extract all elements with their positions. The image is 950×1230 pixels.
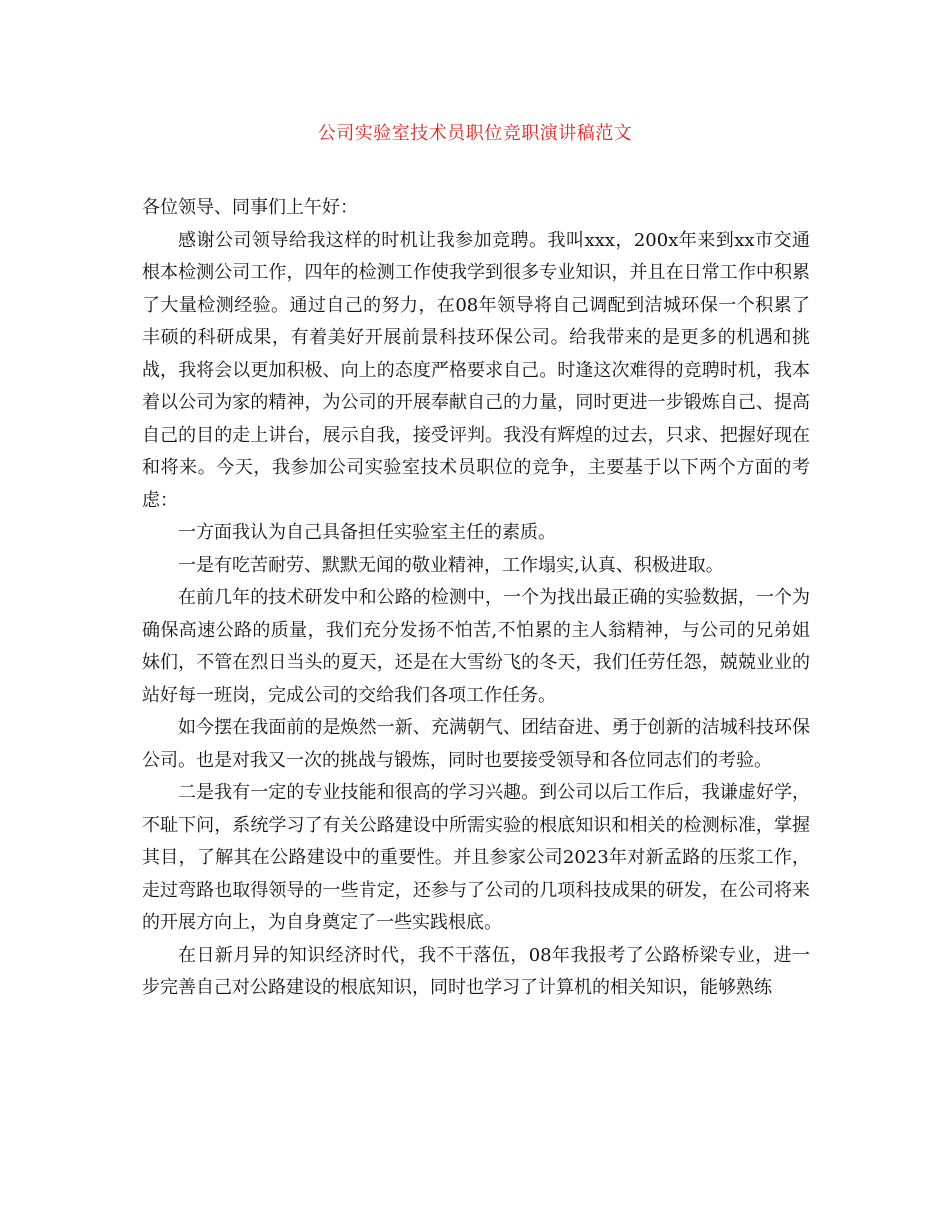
paragraph-intro: 感谢公司领导给我这样的时机让我参加竞聘。我叫xxx，200x年来到xx市交通根本检测公司工作，四年的检测工作使我学到很多专业知识，并且在日常工作中积累了大量检测经验。通过自己的努力，在08年领导将自己调配到洁城环保一个积累了丰硕的科研成果，有着美好开展前景科技环保公司。给我带来的是更多的机遇和挑战，我将会以更加积极、向上的态度严格要求自己。时逢这次难得的竞聘时机，我本着以公司为家的精神，为公司的开展奉献自己的力量，同时更进一步锻炼自己、提高自己的目的走上讲台，展示自我，接受评判。我没有辉煌的过去，只求、把握好现在和将来。今天，我参加公司实验室技术员职位的竞争，主要基于以下两个方面的考虑： [142,229,810,511]
document-body [142,192,810,1005]
paragraph-research-work: 在前几年的技术研发中和公路的检测中，一个为找出最正确的实验数据，一个为确保高速公路的质量，我们充分发扬不怕苦,不怕累的主人翁精神，与公司的兄弟姐妹们，不管在烈日当头的夏天，还是在大雪纷飞的冬天，我们任劳任怨，兢兢业业的站好每一班岗，完成公司的交给我们各项工作任务。 [142,587,810,706]
paragraph-point-one: 一是有吃苦耐劳、默默无闻的敬业精神，工作塌实,认真、积极进取。 [178,554,724,576]
paragraph-aspect-one: 一方面我认为自己具备担任实验室主任的素质。 [178,522,556,543]
document-title: 公司实验室技术员职位竞职演讲稿范文 [317,123,633,144]
paragraph-point-two: 二是我有一定的专业技能和很高的学习兴趣。到公司以后工作后，我谦虚好学，不耻下问，系统学习了有关公路建设中所需实验的根底知识和相关的检测标准，掌握其目，了解其在公路建设中的重要性。并且参家公司2023年对新孟路的压浆工作，走过弯路也取得领导的一些肯定，还参与了公司的几项科技成果的研发，在公司将来的开展方向上，为自身奠定了一些实践根底。 [142,782,810,933]
paragraph-new-company: 如今摆在我面前的是焕然一新、充满朝气、团结奋进、勇于创新的洁城科技环保公司。也是对我又一次的挑战与锻炼，同时也要接受领导和各位同志们的考验。 [142,717,810,771]
salutation: 各位领导、同事们上午好： [142,197,358,218]
paragraph-knowledge-era: 在日新月异的知识经济时代，我不干落伍，08年我报考了公路桥梁专业，进一步完善自己对公路建设的根底知识，同时也学习了计算机的相关知识，能够熟练 [142,944,810,998]
